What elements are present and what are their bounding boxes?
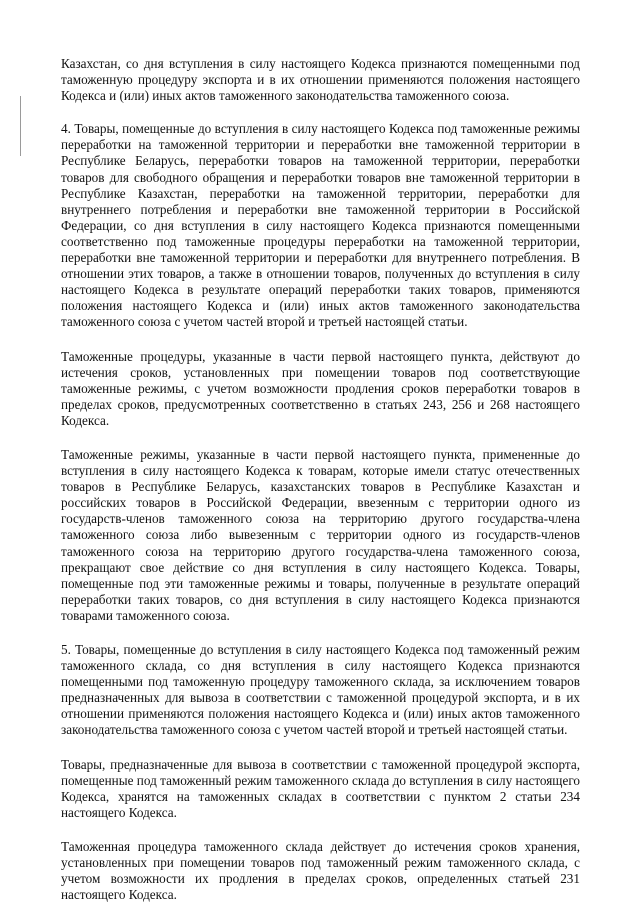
margin-mark [20,96,21,156]
paragraph-continuation: Казахстан, со дня вступления в силу настоящего Кодекса признаются помещенными под таможенную процедуру экспорта и в их отношении применяются положения настоящего Кодекса и (или) иных актов таможенного законодательства таможенного союза. [61,56,580,104]
paragraph-item-5: 5. Товары, помещенные до вступления в силу настоящего Кодекса под таможенный режим таможенного склада, со дня вступления в силу настоящего Кодекса признаются помещенными под таможенную процедуру таможенного склада, за исключением товаров предназначенных для вывоза в соответствии с таможенной процедурой экспорта, и в их отношении применяются положения настоящего Кодекса и (или) иных актов таможенного законодательства таможенного союза с учетом частей второй и третьей настоящей статьи. [61,642,580,738]
paragraph-item-4-part-2: Таможенные процедуры, указанные в части первой настоящего пункта, действуют до истечения сроков, установленных при помещении товаров под соответствующие таможенные режимы, с учетом возможности продления сроков переработки товаров в пределах сроков, предусмотренных соответственно в статьях 243, 256 и 268 настоящего Кодекса. [61,348,580,428]
paragraph-item-5-part-2: Товары, предназначенные для вывоза в соответствии с таможенной процедурой экспорта, помещенные под таможенный режим таможенного склада до вступления в силу настоящего Кодекса, хранятся на таможенных складах в соответствии с пунктом 2 статьи 234 настоящего Кодекса. [61,756,580,820]
paragraph-item-5-part-3: Таможенная процедура таможенного склада действует до истечения сроков хранения, установленных при помещении товаров под таможенный режим таможенного склада, с учетом возможности их продления в пределах сроков, определенных статьей 231 настоящего Кодекса. [61,838,580,903]
paragraph-item-4-part-3: Таможенные режимы, указанные в части первой настоящего пункта, примененные до вступления в силу настоящего Кодекса к товарам, которые имели статус отечественных товаров в Республике Беларусь, казахстанских товаров в Республике Казахстан и российских товаров в Российской Федерации, ввезенным с территории одного из государств-членов таможенного союза на территорию другого государства-члена таможенного союза либо вывезенным с территории одного из государств-членов таможенного союза на территорию другого государства-члена таможенного союза, прекращают свое действие со дня вступления в силу настоящего Кодекса. Товары, помещенные под эти таможенные режимы и товары, полученные в результате операций переработки таких товаров, со дня вступления в силу настоящего Кодекса признаются товарами таможенного союза. [61,446,580,623]
paragraph-item-4: 4. Товары, помещенные до вступления в силу настоящего Кодекса под таможенные режимы переработки на таможенной территории и переработки вне таможенной территории в Республике Беларусь, переработки товаров на таможенной территории, переработки товаров для свободного обращения и переработки товаров вне таможенной территории в Республике Казахстан, переработки на таможенной территории, переработки для внутреннего потребления и переработки вне таможенной территории в Российской Федерации, со дня вступления в силу настоящего Кодекса признаются помещенными соответственно под таможенные процедуры переработки на таможенной территории, переработки вне таможенной территории и переработки для внутреннего потребления. В отношении этих товаров, а также в отношении товаров, полученных до вступления в силу настоящего Кодекса в результате операций переработки таких товаров, применяются положения настоящего Кодекса и (или) иных актов таможенного законодательства таможенного союза с учетом частей второй и третьей настоящей статьи. [61,121,580,330]
